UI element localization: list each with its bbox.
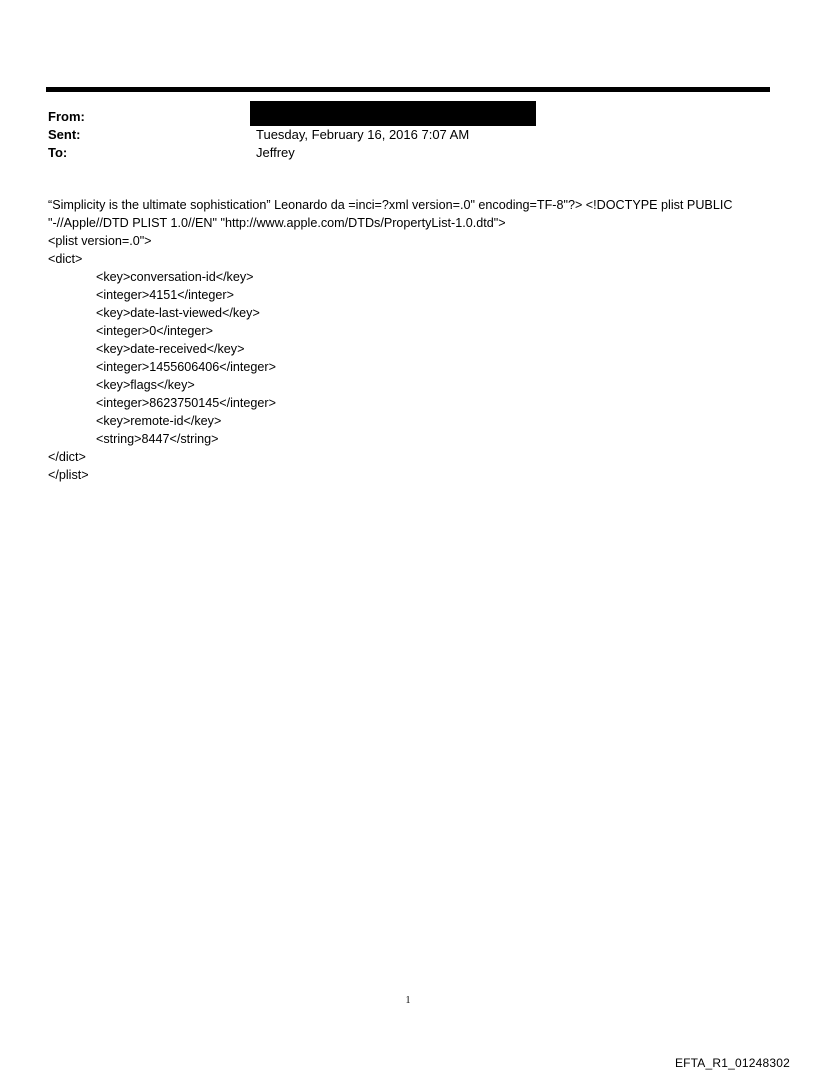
body-line: <integer>0</integer> — [96, 324, 213, 338]
body-line: <integer>4151</integer> — [96, 288, 234, 302]
body-line: "-//Apple//DTD PLIST 1.0//EN" "http://www.apple.com/DTDs/PropertyList-1.0.dtd"> — [48, 216, 506, 230]
to-label: To: — [48, 145, 68, 160]
body-line: <key>flags</key> — [96, 378, 195, 392]
sent-value: Tuesday, February 16, 2016 7:07 AM — [256, 127, 470, 142]
body-line: <key>remote-id</key> — [96, 414, 222, 428]
sent-label: Sent: — [48, 127, 81, 142]
page-number: 1 — [405, 995, 411, 1006]
sent-row — [48, 126, 470, 144]
body-line: <integer>1455606406</integer> — [96, 360, 276, 374]
body-line: <string>8447</string> — [96, 432, 219, 446]
body-line: </dict> — [48, 450, 86, 464]
body-line: <key>date-received</key> — [96, 342, 245, 356]
body-line: <key>date-last-viewed</key> — [96, 306, 260, 320]
body-line: “Simplicity is the ultimate sophistication” Leonardo da =inci=?xml version=.0" encoding=TF-8"?> <!DOCTYPE plist PUBLIC — [48, 198, 733, 212]
body-line: <key>conversation-id</key> — [96, 270, 254, 284]
bates-number: EFTA_R1_01248302 — [674, 1056, 790, 1070]
body-line: </plist> — [48, 468, 89, 482]
from-row — [48, 108, 256, 126]
message-body — [48, 196, 778, 484]
to-value: Jeffrey — [256, 145, 295, 160]
to-row — [48, 144, 295, 162]
redaction-bar — [250, 101, 536, 126]
body-line: <dict> — [48, 252, 83, 266]
body-line: <plist version=.0"> — [48, 234, 152, 248]
from-label: From: — [48, 109, 85, 124]
header-divider — [46, 87, 770, 92]
body-line: <integer>8623750145</integer> — [96, 396, 276, 410]
